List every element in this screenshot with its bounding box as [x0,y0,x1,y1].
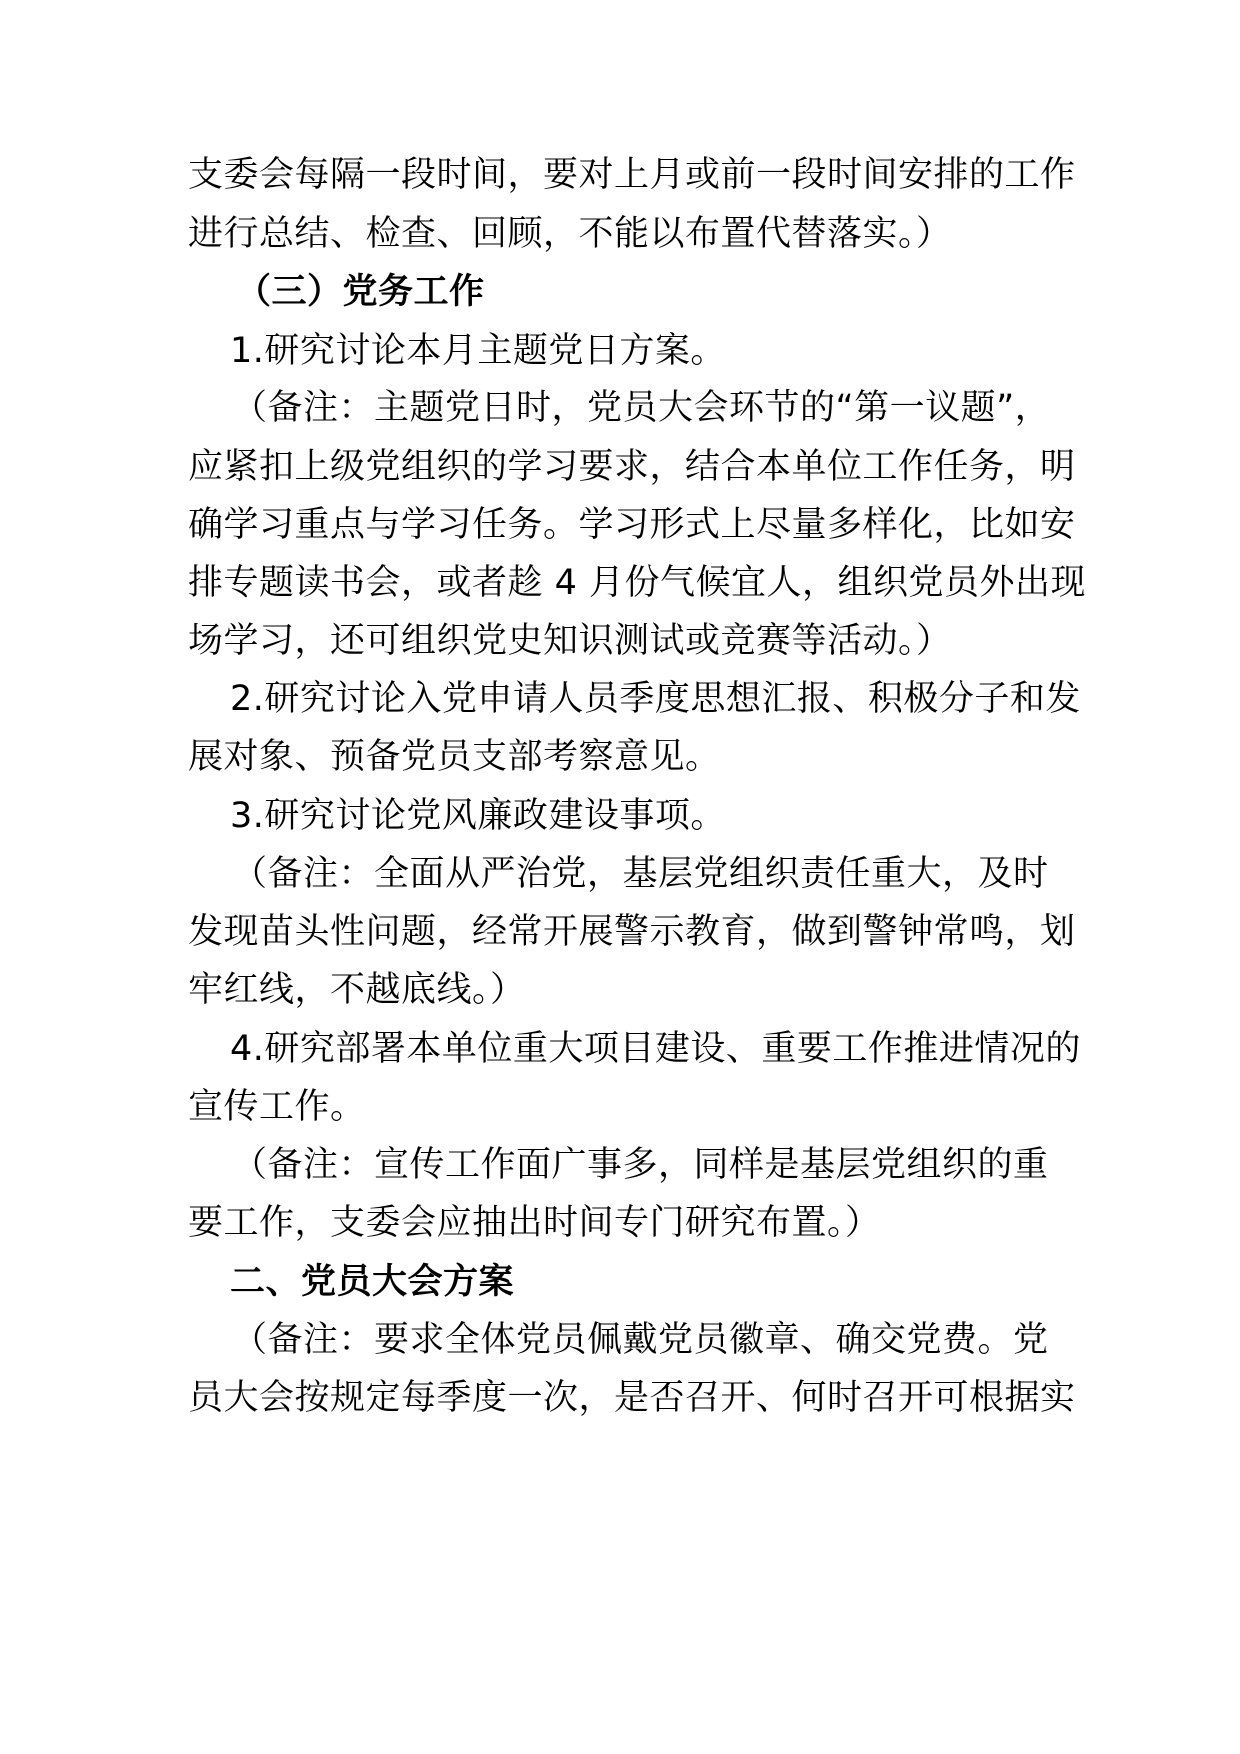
body-text-line: 支委会每隔一段时间，要对上月或前一段时间安排的工作 [188,155,1076,195]
list-item-text: 2.研究讨论入党申请人员季度思想汇报、积极分子和发 [230,679,1081,719]
section-heading: 二、党员大会方案 [230,1262,515,1302]
note-text-line: （备注：宣传工作面广事多，同样是基层党组织的重 [232,1145,1049,1185]
section-heading: （三）党务工作 [236,272,485,312]
note-text-line: 应紧扣上级党组织的学习要求，结合本单位工作任务，明 [188,447,1076,487]
note-text-line: （备注：主题党日时，党员大会环节的“第一议题”， [232,388,1051,428]
note-text-line: （备注：全面从严治党，基层党组织责任重大，及时 [232,854,1049,894]
note-text-line: 发现苗头性问题，经常开展警示教育，做到警钟常鸣，划 [188,912,1076,952]
note-text-line: 场学习，还可组织党史知识测试或竞赛等活动。） [188,621,952,661]
note-text-line: 要工作，支委会应抽出时间专门研究布置。） [188,1203,881,1243]
note-text-line: 员大会按规定每季度一次，是否召开、何时召开可根据实 [188,1378,1076,1418]
note-text-line: 排专题读书会，或者趁 4 月份气候宜人，组织党员外出现 [188,563,1087,603]
list-item-text: 展对象、预备党员支部考察意见。 [188,737,721,777]
body-text-line: 进行总结、检查、回顾，不能以布置代替落实。） [188,214,952,254]
note-text-line: （备注：要求全体党员佩戴党员徽章、确交党费。党 [232,1320,1049,1360]
list-item-text: 宣传工作。 [188,1087,366,1127]
list-item-text: 1.研究讨论本月主题党日方案。 [230,331,726,371]
list-item-text: 3.研究讨论党风廉政建设事项。 [230,796,726,836]
note-text-line: 牢红线，不越底线。） [188,970,526,1010]
note-text-line: 确学习重点与学习任务。学习形式上尽量多样化，比如安 [188,505,1076,545]
list-item-text: 4.研究部署本单位重大项目建设、重要工作推进情况的 [230,1029,1081,1069]
